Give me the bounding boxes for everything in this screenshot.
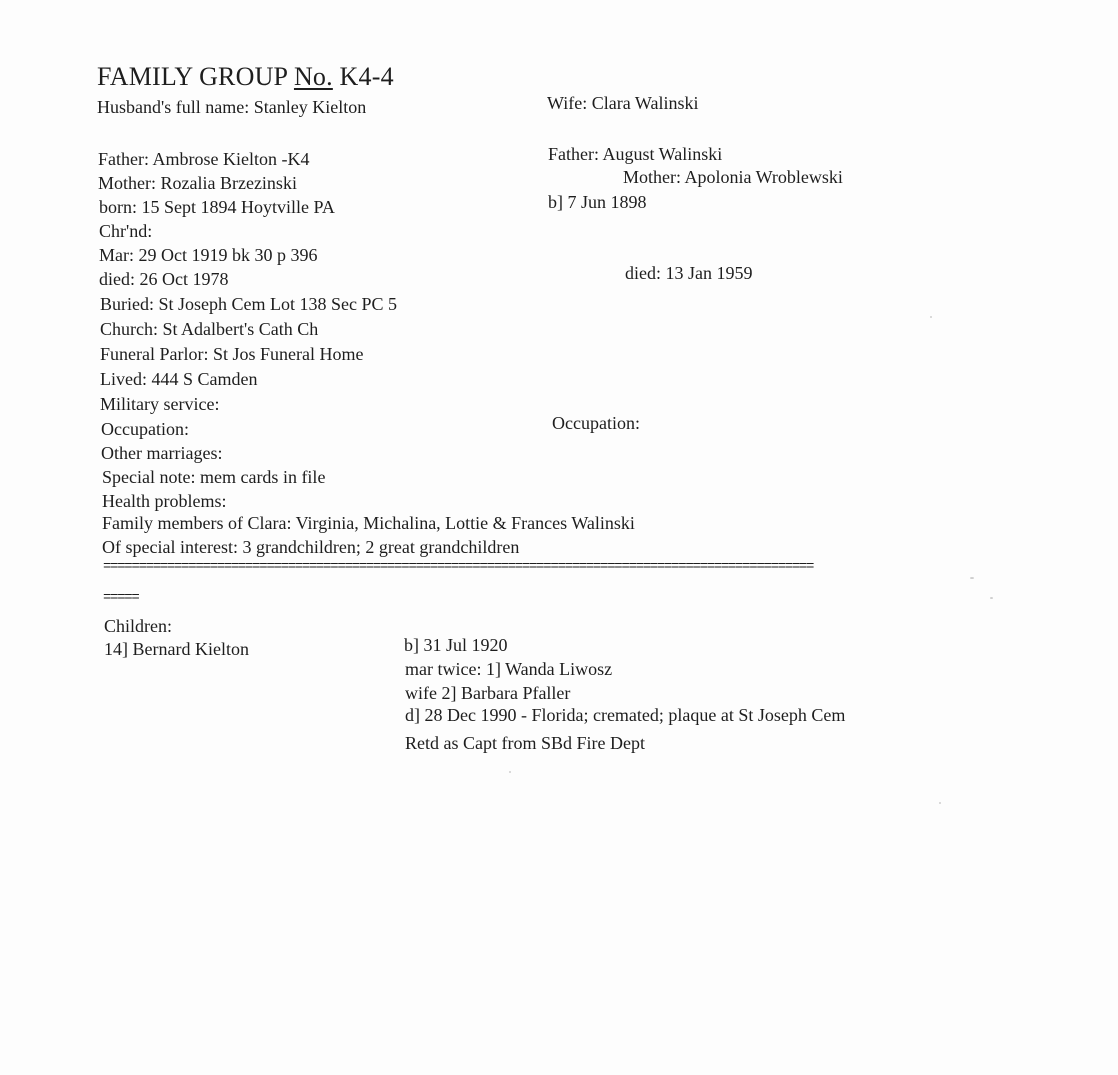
wife-occupation: Occupation: (552, 413, 640, 433)
husband-mother: Mother: Rozalia Brzezinski (98, 173, 297, 193)
scan-speck (939, 802, 941, 804)
separator-tail: ===== (103, 591, 139, 605)
child-death: d] 28 Dec 1990 - Florida; cremated; plaque at St Joseph Cem (405, 705, 846, 725)
child-birth: b] 31 Jul 1920 (404, 635, 508, 655)
other-marriages: Other marriages: (101, 443, 223, 463)
child-name: 14] Bernard Kielton (104, 639, 249, 659)
husband-name: Husband's full name: Stanley Kielton (97, 97, 367, 117)
children-heading: Children: (104, 616, 172, 636)
wife-died: died: 13 Jan 1959 (625, 263, 753, 283)
child-marriage: mar twice: 1] Wanda Liwosz (405, 659, 613, 679)
title-prefix: FAMILY GROUP (97, 62, 294, 91)
husband-married: Mar: 29 Oct 1919 bk 30 p 396 (99, 245, 318, 265)
husband-father: Father: Ambrose Kielton -K4 (98, 149, 310, 169)
husband-occupation: Occupation: (101, 419, 189, 439)
wife-born: b] 7 Jun 1898 (548, 192, 647, 212)
special-interest: Of special interest: 3 grandchildren; 2 great grandchildren (102, 537, 520, 557)
child-second-wife: wife 2] Barbara Pfaller (405, 683, 571, 703)
wife-mother: Mother: Apolonia Wroblewski (623, 167, 843, 187)
scan-speck (930, 316, 932, 318)
page-title (97, 62, 394, 92)
husband-buried: Buried: St Joseph Cem Lot 138 Sec PC 5 (100, 294, 397, 314)
scan-speck (990, 597, 993, 599)
wife-name: Wife: Clara Walinski (547, 93, 699, 113)
special-note: Special note: mem cards in file (102, 467, 326, 487)
husband-church: Church: St Adalbert's Cath Ch (100, 319, 319, 339)
husband-born: born: 15 Sept 1894 Hoytville PA (99, 197, 335, 217)
child-note: Retd as Capt from SBd Fire Dept (405, 733, 645, 753)
title-number: K4-4 (332, 62, 394, 91)
scan-speck (970, 577, 974, 579)
health-problems: Health problems: (102, 491, 227, 511)
husband-military: Military service: (100, 394, 220, 414)
wife-father: Father: August Walinski (548, 144, 723, 164)
separator-line: ==================================================================================================== (103, 560, 814, 574)
husband-christened: Chr'nd: (99, 221, 153, 241)
husband-died: died: 26 Oct 1978 (99, 269, 229, 289)
scan-speck (509, 771, 511, 773)
husband-lived: Lived: 444 S Camden (100, 369, 258, 389)
title-no: No. (293, 62, 333, 91)
family-members: Family members of Clara: Virginia, Michalina, Lottie & Frances Walinski (102, 513, 635, 533)
husband-funeral-parlor: Funeral Parlor: St Jos Funeral Home (100, 344, 364, 364)
